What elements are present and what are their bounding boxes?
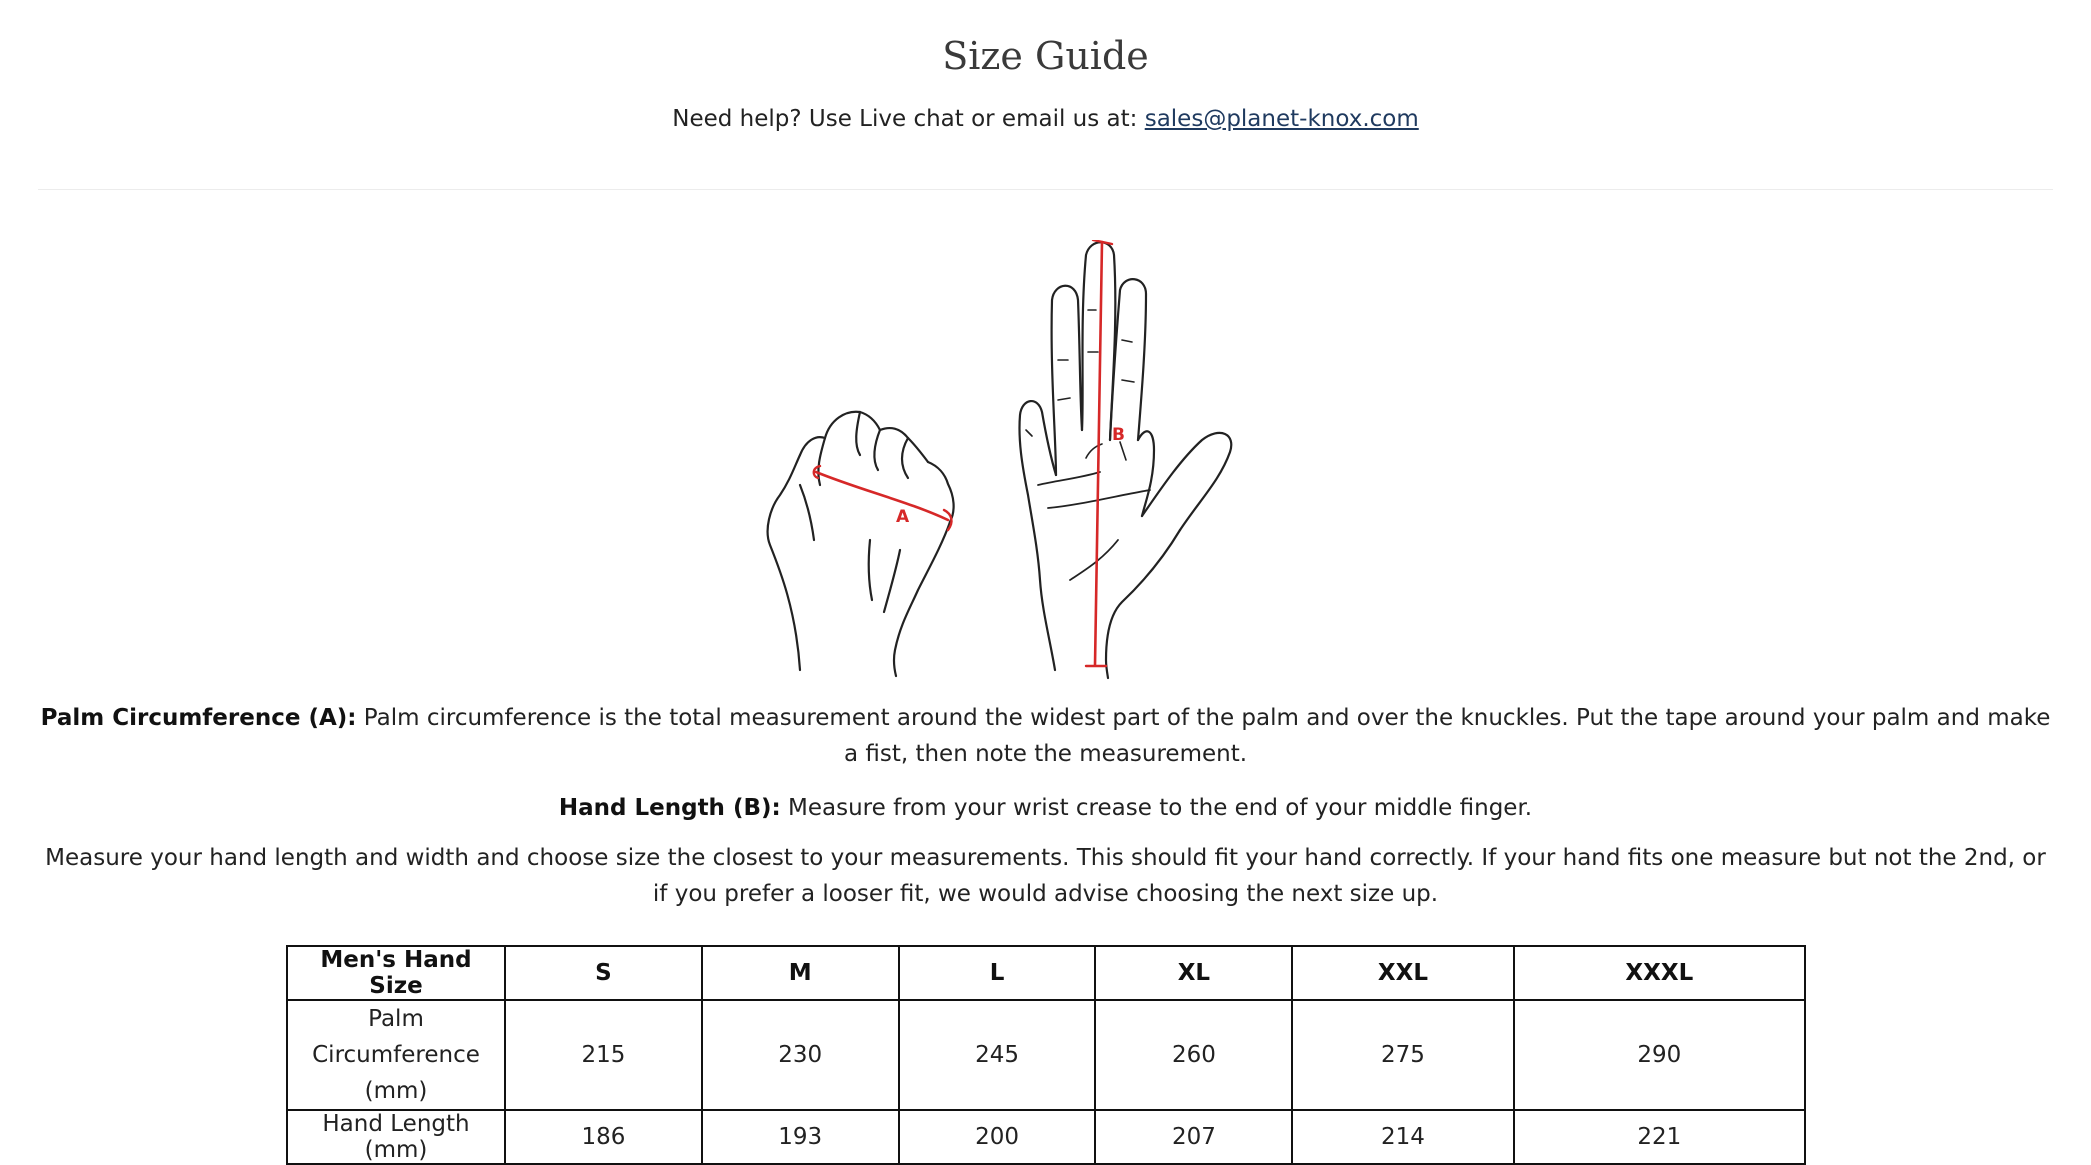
table-header-row xyxy=(287,946,1805,1000)
table-cell: 245 xyxy=(899,1000,1096,1110)
table-header-cell: S xyxy=(505,946,702,1000)
table-cell: 275 xyxy=(1292,1000,1513,1110)
table-cell: 260 xyxy=(1095,1000,1292,1110)
table-cell: 221 xyxy=(1514,1110,1805,1164)
table-cell: 215 xyxy=(505,1000,702,1110)
table-cell: 230 xyxy=(702,1000,899,1110)
hand-measurement-illustration xyxy=(750,240,1350,680)
table-cell: 186 xyxy=(505,1110,702,1164)
page-title: Size Guide xyxy=(942,34,1149,78)
label-b: B xyxy=(1112,425,1125,445)
size-table xyxy=(286,945,1806,1165)
open-hand-drawing xyxy=(1019,240,1231,678)
palm-measure-line xyxy=(816,472,948,520)
hand-length-text: Measure from your wrist crease to the end of your middle finger. xyxy=(780,795,1533,821)
table-cell: 207 xyxy=(1095,1110,1292,1164)
hand-length-label: Hand Length (B): xyxy=(558,795,781,821)
palm-circumference-label: Palm Circumference (A): xyxy=(40,705,357,731)
table-header-cell: Men's Hand Size xyxy=(287,946,505,1000)
table-cell: 290 xyxy=(1514,1000,1805,1110)
table-header-cell: XXXL xyxy=(1514,946,1805,1000)
row-label: Hand Length (mm) xyxy=(287,1110,505,1164)
hand-length-description xyxy=(40,790,2051,826)
help-line xyxy=(0,106,2091,132)
table-row xyxy=(287,1000,1805,1110)
email-link[interactable]: sales@planet-knox.com xyxy=(1144,106,1419,132)
palm-circumference-description xyxy=(40,700,2051,772)
table-cell: 200 xyxy=(899,1110,1096,1164)
table-header-cell: L xyxy=(899,946,1096,1000)
table-row xyxy=(287,1110,1805,1164)
divider xyxy=(38,189,2053,190)
hand-length-measure-line xyxy=(1095,242,1102,665)
table-cell: 193 xyxy=(702,1110,899,1164)
help-text: Need help? Use Live chat or email us at: xyxy=(672,106,1145,132)
fist-drawing xyxy=(768,412,954,676)
size-advice: Measure your hand length and width and choose size the closest to your measurements. This should fit your hand correctly. If your hand fits one measure but not the 2nd, or if you prefer a looser fit, we would advise choosing the next size up. xyxy=(45,845,2046,907)
row-label: Palm Circumference (mm) xyxy=(287,1000,505,1110)
table-header-cell: XL xyxy=(1095,946,1292,1000)
table-cell: 214 xyxy=(1292,1110,1513,1164)
table-header-cell: M xyxy=(702,946,899,1000)
label-a: A xyxy=(896,507,910,527)
table-header-cell: XXL xyxy=(1292,946,1513,1000)
palm-circumference-text: Palm circumference is the total measurement around the widest part of the palm and over the knuckles. Put the tape around your palm and make a fist, then note the measurement. xyxy=(356,705,2051,767)
